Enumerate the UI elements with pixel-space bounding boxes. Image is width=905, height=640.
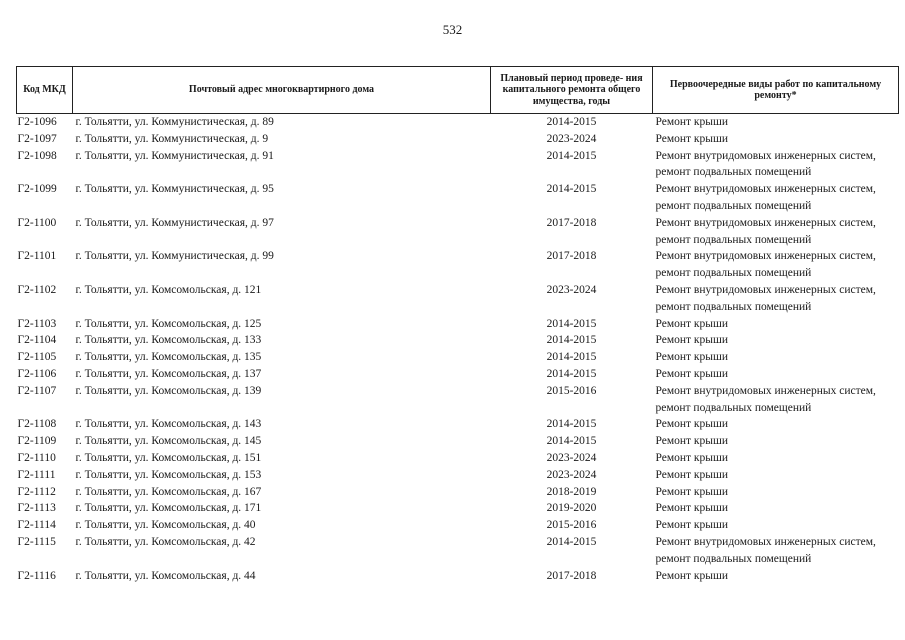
capital-repair-table bbox=[16, 66, 899, 584]
work-line: Ремонт крыши bbox=[655, 317, 729, 330]
cell-works bbox=[653, 467, 899, 484]
cell-address: г. Тольятти, ул. Комсомольская, д. 135 bbox=[75, 351, 262, 364]
cell-period: 2018-2019 bbox=[546, 485, 597, 498]
table-row bbox=[17, 114, 899, 131]
cell-code: Г2-1102 bbox=[17, 283, 57, 296]
table-row bbox=[17, 181, 899, 215]
cell-address: г. Тольятти, ул. Коммунистическая, д. 99 bbox=[75, 250, 274, 263]
header-period: Плановый период проведе- ния капитального ремонта общего имущества, годы bbox=[491, 67, 653, 114]
table-header bbox=[17, 67, 899, 114]
cell-address: г. Тольятти, ул. Комсомольская, д. 153 bbox=[75, 468, 262, 481]
cell-period: 2014-2015 bbox=[546, 535, 597, 548]
cell-period: 2014-2015 bbox=[546, 367, 597, 380]
cell-address: г. Тольятти, ул. Коммунистическая, д. 9 bbox=[75, 132, 269, 145]
cell-period: 2023-2024 bbox=[546, 451, 597, 464]
cell-address: г. Тольятти, ул. Комсомольская, д. 121 bbox=[75, 283, 262, 296]
work-line: Ремонт внутридомовых инженерных систем, bbox=[655, 535, 876, 548]
cell-period: 2017-2018 bbox=[546, 216, 597, 229]
table-row bbox=[17, 366, 899, 383]
header-row bbox=[17, 67, 899, 114]
cell-address: г. Тольятти, ул. Комсомольская, д. 44 bbox=[75, 569, 256, 582]
work-line: Ремонт внутридомовых инженерных систем, bbox=[655, 216, 876, 229]
header-works: Первоочередные виды работ по капитальному ремонту* bbox=[653, 67, 899, 114]
cell-works bbox=[653, 517, 899, 534]
cell-address: г. Тольятти, ул. Комсомольская, д. 42 bbox=[75, 535, 256, 548]
work-line: Ремонт крыши bbox=[655, 519, 729, 532]
cell-works bbox=[653, 534, 899, 568]
work-line: Ремонт внутридомовых инженерных систем, bbox=[655, 183, 876, 196]
table-row bbox=[17, 534, 899, 568]
work-line: ремонт подвальных помещений bbox=[655, 300, 812, 313]
work-line: Ремонт внутридомовых инженерных систем, bbox=[655, 149, 876, 162]
table-row bbox=[17, 248, 899, 282]
cell-period: 2014-2015 bbox=[546, 317, 597, 330]
cell-period: 2017-2018 bbox=[546, 250, 597, 263]
table-row bbox=[17, 316, 899, 333]
cell-address: г. Тольятти, ул. Комсомольская, д. 125 bbox=[75, 317, 262, 330]
cell-works bbox=[653, 484, 899, 501]
work-line: ремонт подвальных помещений bbox=[655, 199, 812, 212]
cell-address: г. Тольятти, ул. Коммунистическая, д. 97 bbox=[75, 216, 274, 229]
table-row bbox=[17, 500, 899, 517]
cell-period: 2014-2015 bbox=[546, 183, 597, 196]
cell-code: Г2-1101 bbox=[17, 250, 57, 263]
cell-period: 2014-2015 bbox=[546, 435, 597, 448]
cell-period: 2023-2024 bbox=[546, 468, 597, 481]
work-line: Ремонт крыши bbox=[655, 468, 729, 481]
cell-works bbox=[653, 114, 899, 131]
cell-address: г. Тольятти, ул. Коммунистическая, д. 95 bbox=[75, 183, 274, 196]
table-row bbox=[17, 467, 899, 484]
table-row bbox=[17, 215, 899, 249]
cell-works bbox=[653, 215, 899, 249]
cell-works bbox=[653, 181, 899, 215]
cell-works bbox=[653, 316, 899, 333]
cell-code: Г2-1112 bbox=[17, 485, 56, 498]
header-code: Код МКД bbox=[17, 67, 73, 114]
table-body bbox=[17, 114, 899, 585]
cell-works bbox=[653, 450, 899, 467]
work-line: Ремонт крыши bbox=[655, 418, 729, 431]
cell-period: 2019-2020 bbox=[546, 502, 597, 515]
page-number: 532 bbox=[442, 22, 463, 37]
cell-address: г. Тольятти, ул. Комсомольская, д. 171 bbox=[75, 502, 262, 515]
cell-works bbox=[653, 568, 899, 585]
cell-code: Г2-1110 bbox=[17, 451, 56, 464]
cell-code: Г2-1107 bbox=[17, 384, 57, 397]
cell-code: Г2-1109 bbox=[17, 435, 57, 448]
work-line: Ремонт крыши bbox=[655, 451, 729, 464]
cell-code: Г2-1096 bbox=[17, 116, 57, 128]
cell-code: Г2-1097 bbox=[17, 132, 57, 145]
cell-code: Г2-1108 bbox=[17, 418, 57, 431]
work-line: Ремонт крыши bbox=[655, 569, 729, 582]
work-line: Ремонт внутридомовых инженерных систем, bbox=[655, 250, 876, 263]
cell-period: 2015-2016 bbox=[546, 519, 597, 532]
cell-period: 2014-2015 bbox=[546, 418, 597, 431]
table-row bbox=[17, 332, 899, 349]
cell-address: г. Тольятти, ул. Коммунистическая, д. 89 bbox=[75, 116, 274, 128]
cell-address: г. Тольятти, ул. Комсомольская, д. 40 bbox=[75, 519, 256, 532]
work-line: Ремонт внутридомовых инженерных систем, bbox=[655, 283, 876, 296]
cell-works bbox=[653, 282, 899, 316]
cell-address: г. Тольятти, ул. Комсомольская, д. 137 bbox=[75, 367, 262, 380]
cell-code: Г2-1106 bbox=[17, 367, 57, 380]
table-row bbox=[17, 450, 899, 467]
cell-address: г. Тольятти, ул. Комсомольская, д. 167 bbox=[75, 485, 262, 498]
cell-code: Г2-1116 bbox=[17, 569, 56, 582]
cell-period: 2014-2015 bbox=[546, 116, 597, 128]
cell-address: г. Тольятти, ул. Комсомольская, д. 143 bbox=[75, 418, 262, 431]
cell-address: г. Тольятти, ул. Комсомольская, д. 145 bbox=[75, 435, 262, 448]
table-row bbox=[17, 568, 899, 585]
work-line: Ремонт крыши bbox=[655, 485, 729, 498]
table-row bbox=[17, 433, 899, 450]
work-line: ремонт подвальных помещений bbox=[655, 401, 812, 414]
work-line: Ремонт крыши bbox=[655, 435, 729, 448]
cell-code: Г2-1111 bbox=[17, 468, 56, 481]
cell-works bbox=[653, 332, 899, 349]
table-row bbox=[17, 517, 899, 534]
work-line: Ремонт крыши bbox=[655, 132, 729, 145]
cell-works bbox=[653, 366, 899, 383]
work-line: Ремонт крыши bbox=[655, 351, 729, 364]
cell-works bbox=[653, 248, 899, 282]
cell-works bbox=[653, 416, 899, 433]
cell-code: Г2-1098 bbox=[17, 149, 57, 162]
work-line: Ремонт внутридомовых инженерных систем, bbox=[655, 384, 876, 397]
cell-address: г. Тольятти, ул. Комсомольская, д. 133 bbox=[75, 334, 262, 347]
work-line: Ремонт крыши bbox=[655, 367, 729, 380]
cell-period: 2023-2024 bbox=[546, 132, 597, 145]
cell-period: 2017-2018 bbox=[546, 569, 597, 582]
cell-code: Г2-1100 bbox=[17, 216, 57, 229]
cell-period: 2023-2024 bbox=[546, 283, 597, 296]
work-line: Ремонт крыши bbox=[655, 334, 729, 347]
cell-period: 2014-2015 bbox=[546, 351, 597, 364]
cell-works bbox=[653, 148, 899, 182]
cell-code: Г2-1105 bbox=[17, 351, 57, 364]
cell-works bbox=[653, 433, 899, 450]
cell-code: Г2-1099 bbox=[17, 183, 57, 196]
table-row bbox=[17, 148, 899, 182]
work-line: ремонт подвальных помещений bbox=[655, 166, 812, 179]
cell-period: 2015-2016 bbox=[546, 384, 597, 397]
cell-address: г. Тольятти, ул. Комсомольская, д. 139 bbox=[75, 384, 262, 397]
cell-code: Г2-1115 bbox=[17, 535, 56, 548]
table-row bbox=[17, 282, 899, 316]
cell-works bbox=[653, 131, 899, 148]
cell-address: г. Тольятти, ул. Комсомольская, д. 151 bbox=[75, 451, 262, 464]
cell-works bbox=[653, 383, 899, 417]
table-row bbox=[17, 349, 899, 366]
cell-code: Г2-1113 bbox=[17, 502, 56, 515]
table-row bbox=[17, 416, 899, 433]
cell-code: Г2-1104 bbox=[17, 334, 57, 347]
work-line: ремонт подвальных помещений bbox=[655, 267, 812, 280]
work-line: ремонт подвальных помещений bbox=[655, 552, 812, 565]
cell-address: г. Тольятти, ул. Коммунистическая, д. 91 bbox=[75, 149, 274, 162]
cell-works bbox=[653, 500, 899, 517]
table-row bbox=[17, 131, 899, 148]
work-line: Ремонт крыши bbox=[655, 116, 729, 128]
cell-code: Г2-1114 bbox=[17, 519, 56, 532]
cell-works bbox=[653, 349, 899, 366]
header-address: Почтовый адрес многоквартирного дома bbox=[73, 67, 491, 114]
work-line: Ремонт крыши bbox=[655, 502, 729, 515]
table-row bbox=[17, 484, 899, 501]
work-line: ремонт подвальных помещений bbox=[655, 233, 812, 246]
cell-code: Г2-1103 bbox=[17, 317, 57, 330]
cell-period: 2014-2015 bbox=[546, 334, 597, 347]
cell-period: 2014-2015 bbox=[546, 149, 597, 162]
table-row bbox=[17, 383, 899, 417]
